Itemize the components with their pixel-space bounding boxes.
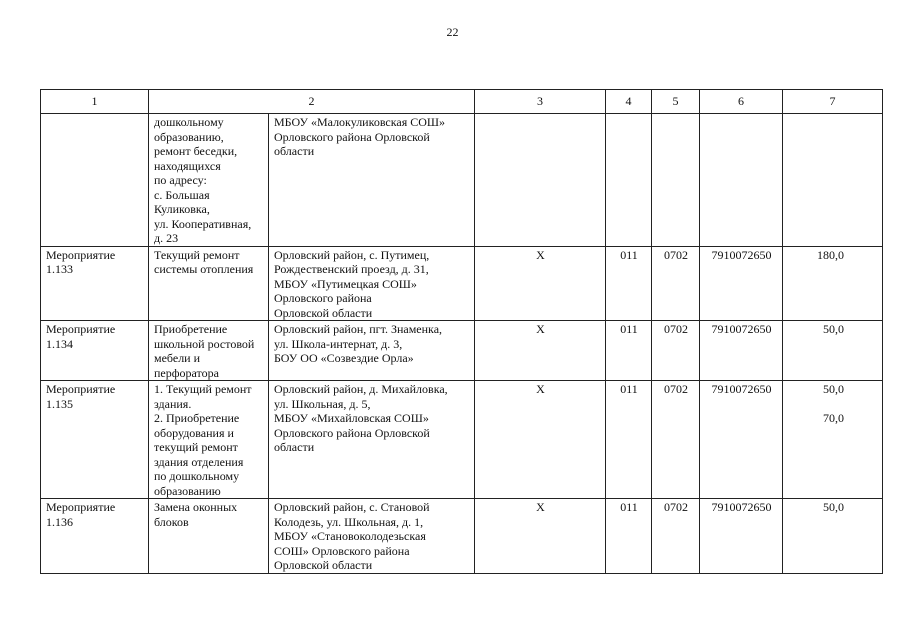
col5-cell: 0702	[652, 499, 700, 574]
header-cell: 4	[606, 90, 652, 114]
description-cell-line: блоков	[154, 514, 189, 529]
address-cell-line: Колодезь, ул. Школьная, д. 1,	[274, 514, 424, 529]
amount-cell-line: 180,0	[817, 247, 844, 262]
description-cell	[149, 321, 269, 381]
description-cell-line: ремонт беседки,	[154, 144, 238, 158]
address-cell-line: Орловского района Орловской	[274, 129, 430, 144]
address-cell-line: Орловской области	[274, 558, 373, 572]
col4-cell	[606, 114, 652, 247]
address-cell-line: Орловский район, д. Михайловка,	[274, 382, 448, 396]
description-cell	[149, 499, 269, 574]
measure-cell-line: 1.134	[46, 336, 73, 351]
col3-cell: X	[475, 381, 606, 499]
address-cell-line: МБОУ «Путимецкая СОШ»	[274, 276, 417, 291]
description-cell-line: ул. Кооперативная,	[154, 216, 252, 231]
description-cell-line: Куликовка,	[154, 202, 210, 216]
header-cell: 5	[652, 90, 700, 114]
description-cell-line: образованию	[154, 483, 221, 498]
col6-cell: 7910072650	[700, 321, 783, 381]
description-cell-line: Текущий ремонт	[154, 247, 240, 262]
description-cell-line: системы отопления	[154, 262, 254, 276]
address-cell-line: области	[274, 144, 315, 158]
amount-cell-line: 50,0	[823, 322, 844, 336]
measure-cell-line: Мероприятие	[46, 247, 116, 262]
table-body	[41, 114, 883, 574]
description-cell-line: по адресу:	[154, 173, 207, 187]
description-cell-line: оборудования и	[154, 425, 234, 440]
address-cell-line: Орловского района Орловской	[274, 425, 430, 440]
address-cell-line: МБОУ «Становоколодезьская	[274, 529, 426, 543]
address-cell	[269, 321, 475, 381]
amount-cell-line: 70,0	[823, 411, 844, 425]
measure-cell-line: Мероприятие	[46, 382, 116, 396]
budget-table	[40, 89, 883, 574]
description-cell-line: здания отделения	[154, 454, 244, 469]
table-row	[41, 246, 883, 321]
col3-cell: X	[475, 499, 606, 574]
header-cell: 3	[475, 90, 606, 114]
header-cell: 2	[149, 90, 475, 114]
col3-cell: X	[475, 246, 606, 321]
col5-cell	[652, 114, 700, 247]
address-cell	[269, 499, 475, 574]
col6-cell	[700, 114, 783, 247]
description-cell	[149, 246, 269, 321]
description-cell-line: Приобретение	[154, 322, 228, 336]
page-number: 22	[446, 25, 459, 39]
amount-cell	[783, 246, 883, 321]
measure-cell-line: Мероприятие	[46, 322, 116, 336]
col3-cell	[475, 114, 606, 247]
col4-cell: 011	[606, 246, 652, 321]
col4-cell: 011	[606, 321, 652, 381]
address-cell-line: ул. Школа-интернат, д. 3,	[274, 336, 403, 351]
amount-cell	[783, 321, 883, 381]
description-cell-line: дошкольному	[154, 115, 224, 129]
description-cell-line: с. Большая	[154, 187, 210, 202]
header-cell: 7	[783, 90, 883, 114]
header-cell: 6	[700, 90, 783, 114]
address-cell-line: МБОУ «Малокуликовская СОШ»	[274, 115, 446, 129]
description-cell-line: текущий ремонт	[154, 440, 238, 454]
address-cell-line: Орловский район, пгт. Знаменка,	[274, 322, 443, 336]
col5-cell: 0702	[652, 381, 700, 499]
description-cell	[149, 381, 269, 499]
address-cell-line: области	[274, 440, 315, 454]
col5-cell: 0702	[652, 321, 700, 381]
description-cell	[149, 114, 269, 247]
col5-cell: 0702	[652, 246, 700, 321]
amount-cell	[783, 381, 883, 499]
measure-cell	[41, 114, 149, 247]
header-row	[41, 90, 883, 114]
address-cell-line: Рождественский проезд, д. 31,	[274, 262, 429, 276]
description-cell-line: д. 23	[154, 231, 179, 245]
col6-cell: 7910072650	[700, 246, 783, 321]
description-cell-line: по дошкольному	[154, 469, 240, 483]
col4-cell: 011	[606, 499, 652, 574]
address-cell-line: ул. Школьная, д. 5,	[274, 396, 371, 411]
address-cell-line: Орловский район, с. Становой	[274, 500, 430, 514]
amount-cell	[783, 499, 883, 574]
amount-cell	[783, 114, 883, 247]
description-cell-line: находящихся	[154, 158, 221, 173]
description-cell-line: 1. Текущий ремонт	[154, 382, 252, 396]
measure-cell	[41, 381, 149, 499]
measure-cell	[41, 321, 149, 381]
measure-cell	[41, 499, 149, 574]
col6-cell: 7910072650	[700, 499, 783, 574]
measure-cell-line: 1.136	[46, 514, 73, 529]
address-cell-line: Орловский район, с. Путимец,	[274, 247, 430, 262]
amount-cell-line: 50,0	[823, 382, 844, 396]
table-row	[41, 499, 883, 574]
address-cell-line: БОУ ОО «Созвездие Орла»	[274, 351, 414, 365]
address-cell-line: МБОУ «Михайловская СОШ»	[274, 411, 429, 425]
amount-cell-line	[788, 397, 844, 412]
address-cell-line: Орловской области	[274, 305, 373, 320]
address-cell	[269, 114, 475, 247]
description-cell-line: здания.	[154, 396, 192, 411]
measure-cell-line: 1.135	[46, 396, 73, 411]
address-cell-line: СОШ» Орловского района	[274, 543, 410, 558]
amount-cell-line: 50,0	[823, 500, 844, 514]
table-row	[41, 114, 883, 247]
col6-cell: 7910072650	[700, 381, 783, 499]
description-cell-line: 2. Приобретение	[154, 411, 240, 425]
table-row	[41, 381, 883, 499]
header-cell: 1	[41, 90, 149, 114]
description-cell-line: перфоратора	[154, 365, 219, 380]
description-cell-line: школьной ростовой	[154, 336, 255, 351]
col3-cell: X	[475, 321, 606, 381]
col4-cell: 011	[606, 381, 652, 499]
address-cell	[269, 381, 475, 499]
description-cell-line: Замена оконных	[154, 500, 238, 514]
measure-cell	[41, 246, 149, 321]
description-cell-line: мебели и	[154, 351, 201, 365]
measure-cell-line: 1.133	[46, 262, 73, 276]
address-cell	[269, 246, 475, 321]
table-row	[41, 321, 883, 381]
description-cell-line: образованию,	[154, 129, 224, 144]
measure-cell-line: Мероприятие	[46, 500, 116, 514]
address-cell-line: Орловского района	[274, 291, 372, 305]
